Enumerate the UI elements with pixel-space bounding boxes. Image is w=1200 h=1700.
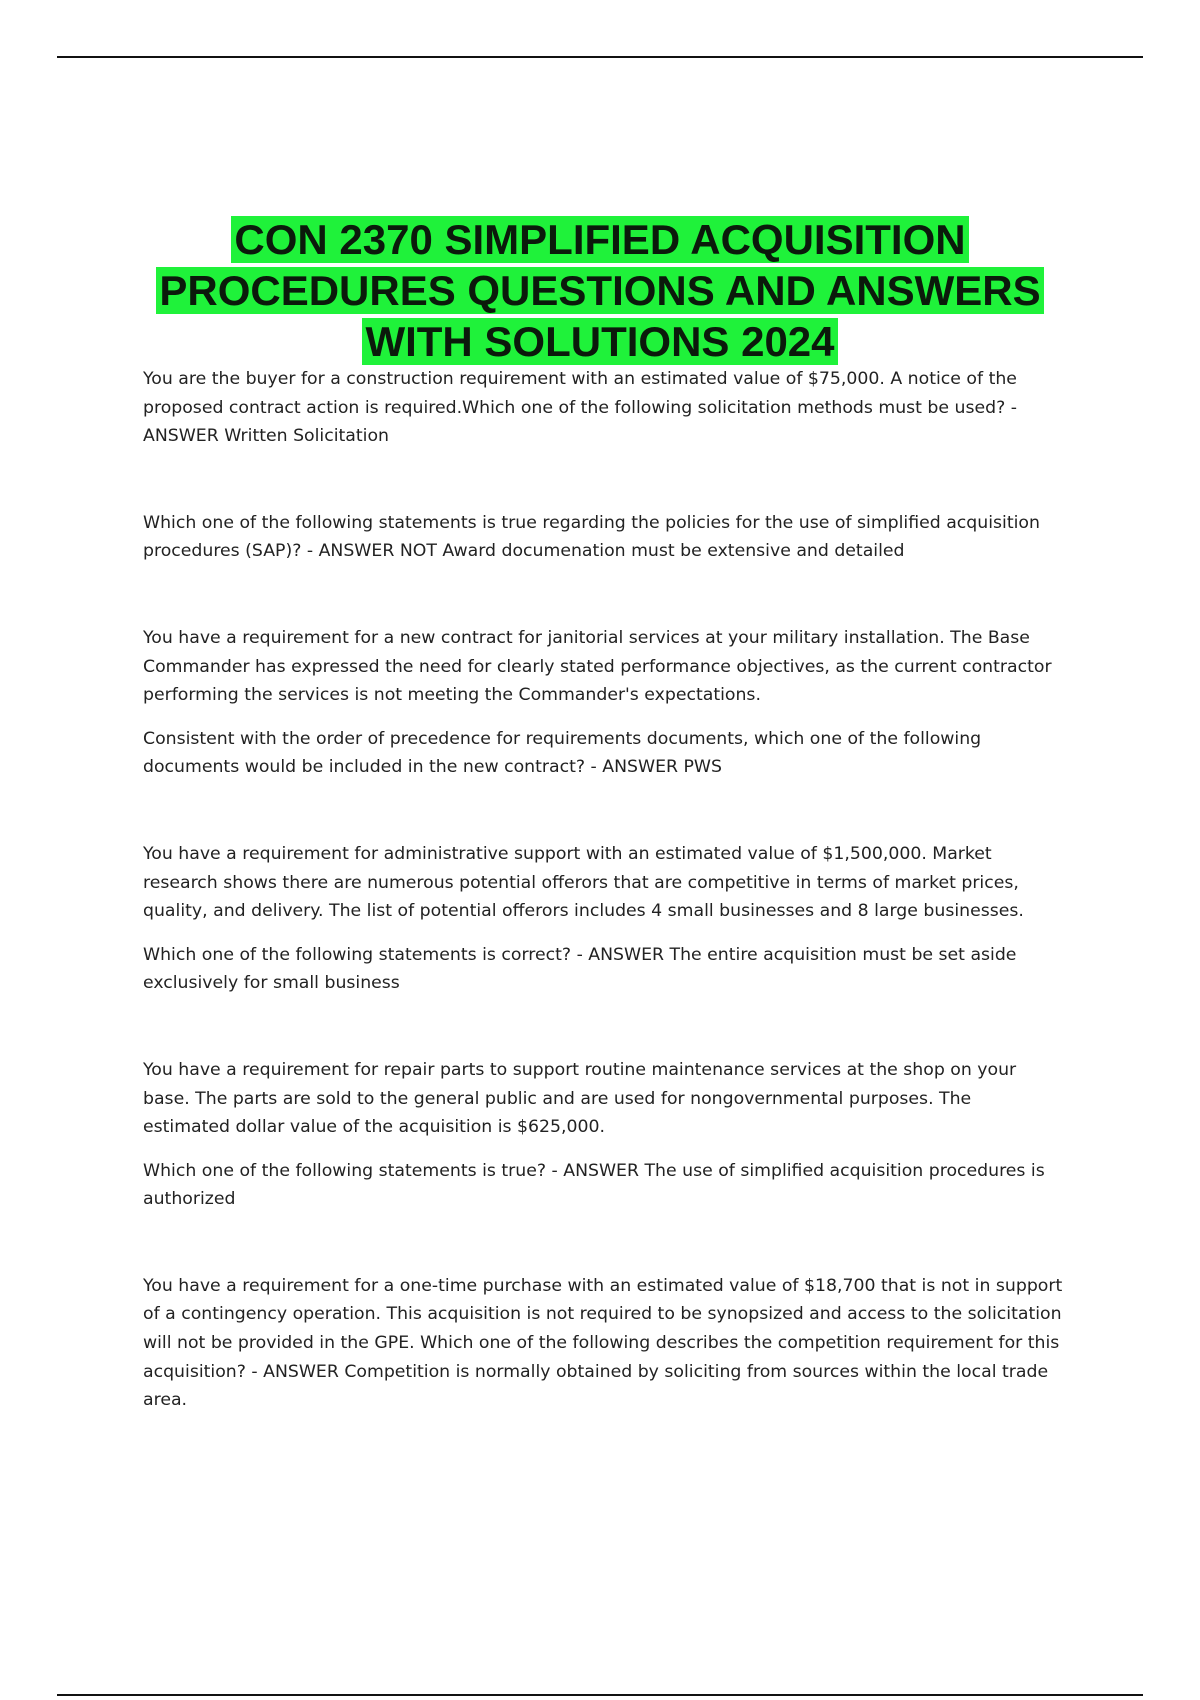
document-body: [143, 365, 1063, 1415]
qa-2-question: Which one of the following statements is true regarding the policies for the use of simplified acquisition procedures (SAP)? - ANSWER NOT Award documenation must be extensive and detailed: [143, 512, 1040, 562]
qa-5-question: Which one of the following statements is true? - ANSWER The use of simplified acquisition procedures is authorized: [143, 1160, 1045, 1210]
spacer: [143, 782, 1063, 840]
spacer: [143, 926, 1063, 941]
qa-3-context: You have a requirement for a new contract for janitorial services at your military installation. The Base Commander has expressed the need for clearly stated performance objectives, as the current contractor performing the services is not meeting the Commander's expectations.: [143, 627, 1052, 706]
spacer: [143, 451, 1063, 509]
footer-rule: [57, 1694, 1143, 1696]
qa-1-question: You are the buyer for a construction requirement with an estimated value of $75,000. A notice of the proposed contract action is required.Which one of the following solicitation methods must be used? - ANSWER Written Solicitation: [143, 369, 1017, 447]
spacer: [143, 710, 1063, 725]
spacer: [143, 998, 1063, 1056]
page-title: [80, 214, 1120, 367]
title-line-3: WITH SOLUTIONS 2024: [362, 318, 837, 365]
qa-3-question: Consistent with the order of precedence for requirements documents, which one of the following documents would be included in the new contract? - ANSWER PWS: [143, 728, 982, 778]
spacer: [143, 1142, 1063, 1157]
qa-4-question: Which one of the following statements is correct? - ANSWER The entire acquisition must be set aside exclusively for small business: [143, 944, 1017, 994]
qa-6-question: You have a requirement for a one-time purchase with an estimated value of $18,700 that is not in support of a contingency operation. This acquisition is not required to be synopsized and access to the solicitation will not be provided in the GPE. Which one of the following describes the competition requirement for this acquisition? - ANSWER Competition is normally obtained by soliciting from sources within the local trade area.: [143, 1275, 1063, 1411]
title-line-2: PROCEDURES QUESTIONS AND ANSWERS: [156, 267, 1043, 314]
qa-4-context: You have a requirement for administrative support with an estimated value of $1,500,000. Market research shows there are numerous potential offerors that are competitive in terms of market prices, quality, and delivery. The list of potential offerors includes 4 small businesses and 8 large businesses.: [143, 843, 1024, 922]
title-line-1: CON 2370 SIMPLIFIED ACQUISITION: [231, 216, 968, 263]
qa-5-context: You have a requirement for repair parts to support routine maintenance services at the shop on your base. The parts are sold to the general public and are used for nongovernmental purposes. The estimated dollar value of the acquisition is $625,000.: [143, 1059, 1017, 1138]
spacer: [143, 566, 1063, 624]
spacer: [143, 1214, 1063, 1272]
header-rule: [57, 56, 1143, 58]
